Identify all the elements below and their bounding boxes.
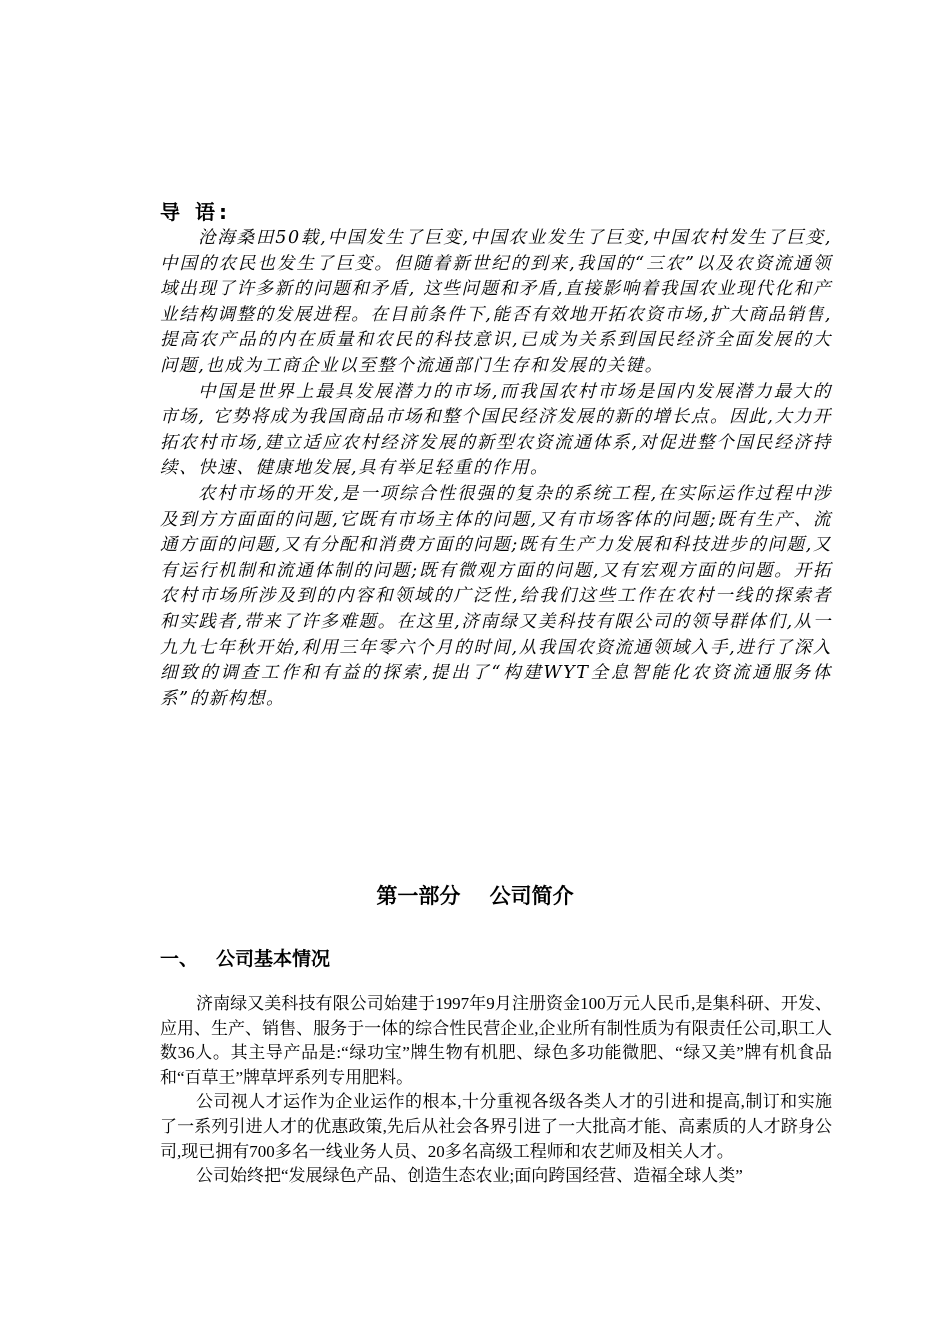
- company-paragraph: 公司视人才运作为企业运作的根本,十分重视各级各类人才的引进和提高,制订和实施了一系列引进人才的优惠政策,先后从社会各界引进了一大批高才能、高素质的人才跻身公司,现已拥有700多名一线业务人员、20多名高级工程师和农艺师及相关人才。: [160, 1092, 832, 1161]
- section-number: 一、: [160, 948, 199, 970]
- part-title: 第一部分 公司简介: [376, 884, 574, 908]
- section-title-text: 公司基本情况: [216, 948, 331, 970]
- intro-paragraph: 沧海桑田50载,中国发生了巨变,中国农业发生了巨变,中国农村发生了巨变,中国的农民也发生了巨变。但随着新世纪的到来,我国的“三农”以及农资流通领域出现了许多新的问题和矛盾, 这些问题和矛盾,直接影响着我国农业现代化和产业结构调整的发展进程。在目前条件下,能否有效地开拓农资市场,扩大商品销售,提高农产品的内在质量和农民的科技意识,已成为关系到国民经济全面发展的大问题,也成为工商企业以至整个流通部门生存和发展的关键。: [160, 228, 832, 376]
- company-paragraph: 济南绿又美科技有限公司始建于1997年9月注册资金100万元人民币,是集科研、开发、应用、生产、销售、服务于一体的综合性民营企业,企业所有制性质为有限责任公司,职工人数36人。其主导产品是:“绿功宝”牌生物有机肥、绿色多功能微肥、“绿又美”牌有机食品和“百草王”牌草坪系列专用肥料。: [160, 994, 832, 1087]
- intro-paragraph: 中国是世界上最具发展潜力的市场,而我国农村市场是国内发展潜力最大的市场, 它势将成为我国商品市场和整个国民经济发展的新的增长点。因此,大力开拓农村市场,建立适应农村经济发展的新型农资流通体系,对促进整个国民经济持续、快速、健康地发展,具有举足轻重的作用。: [160, 381, 832, 479]
- intro-heading: 导 语:: [160, 200, 231, 224]
- intro-paragraph: 农村市场的开发,是一项综合性很强的复杂的系统工程,在实际运作过程中涉及到方方面面的问题,它既有市场主体的问题,又有市场客体的问题;既有生产、流通方面的问题,又有分配和消费方面的问题;既有生产力发展和科技进步的问题,又有运行机制和流通体制的问题;既有微观方面的问题,又有宏观方面的问题。开拓农村市场所涉及到的内容和领域的广泛性,给我们这些工作在农村一线的探索者和实践者,带来了许多难题。在这里,济南绿又美科技有限公司的领导群体们,从一九九七年秋开始,利用三年零六个月的时间,从我国农资流通领域入手,进行了深入细致的调查工作和有益的探索,提出了“构建WYT全息智能化农资流通服务体系”的新构想。: [160, 483, 832, 709]
- company-section: [160, 992, 832, 1189]
- company-paragraph: 公司始终把“发展绿色产品、创造生态农业;面向跨国经营、造福全球人类”: [196, 1166, 743, 1186]
- section-title: [160, 944, 330, 974]
- intro-section: [160, 198, 832, 712]
